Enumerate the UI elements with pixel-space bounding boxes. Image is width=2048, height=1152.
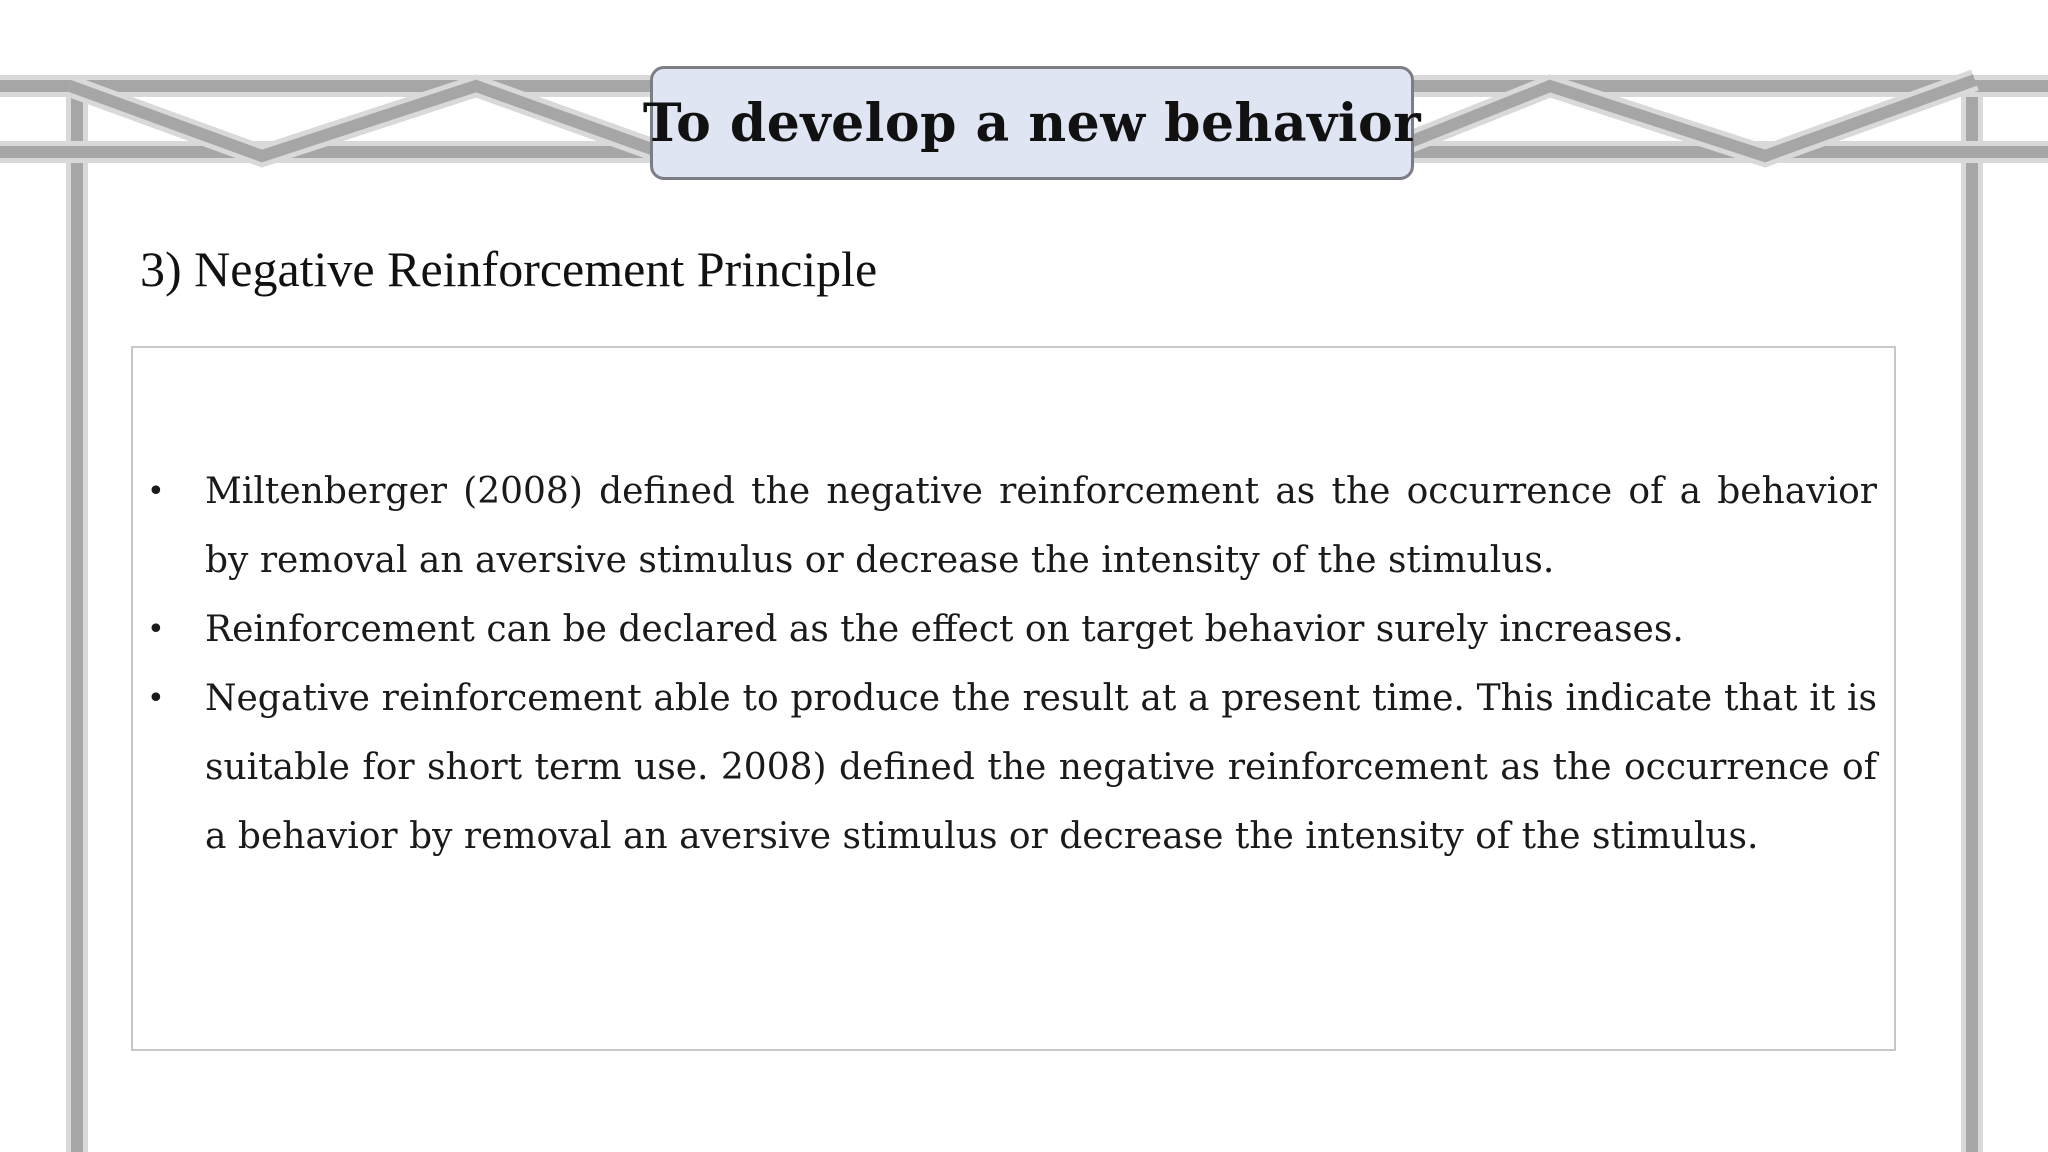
bullet-marker: •: [147, 474, 165, 509]
slide-title: To develop a new behavior: [642, 92, 1422, 154]
bullet-text: Miltenberger (2008) defined the negative reinforcement as the occurrence of a behavior by removal an aversive stimulus or decrease the intensity of the stimulus.: [205, 471, 1877, 581]
bullet-text: Negative reinforcement able to produce the result at a present time. This indicate that it is suitable for short term use. 2008) defined the negative reinforcement as the occurrence of a behavior by removal an aversive stimulus or decrease the intensity of the stimulus.: [205, 678, 1877, 857]
bullet-list: [145, 457, 1877, 871]
bullet-text: Reinforcement can be declared as the effect on target behavior surely increases.: [205, 609, 1684, 650]
bullet-marker: •: [147, 681, 165, 716]
bullet-item-1: [145, 457, 1877, 595]
section-heading: 3) Negative Reinforcement Principle: [140, 241, 878, 297]
content-box: [131, 346, 1896, 1051]
bullet-marker: •: [147, 612, 165, 647]
bullet-item-3: [145, 664, 1877, 871]
title-banner: [642, 66, 1422, 180]
bullet-item-2: [145, 595, 1877, 664]
